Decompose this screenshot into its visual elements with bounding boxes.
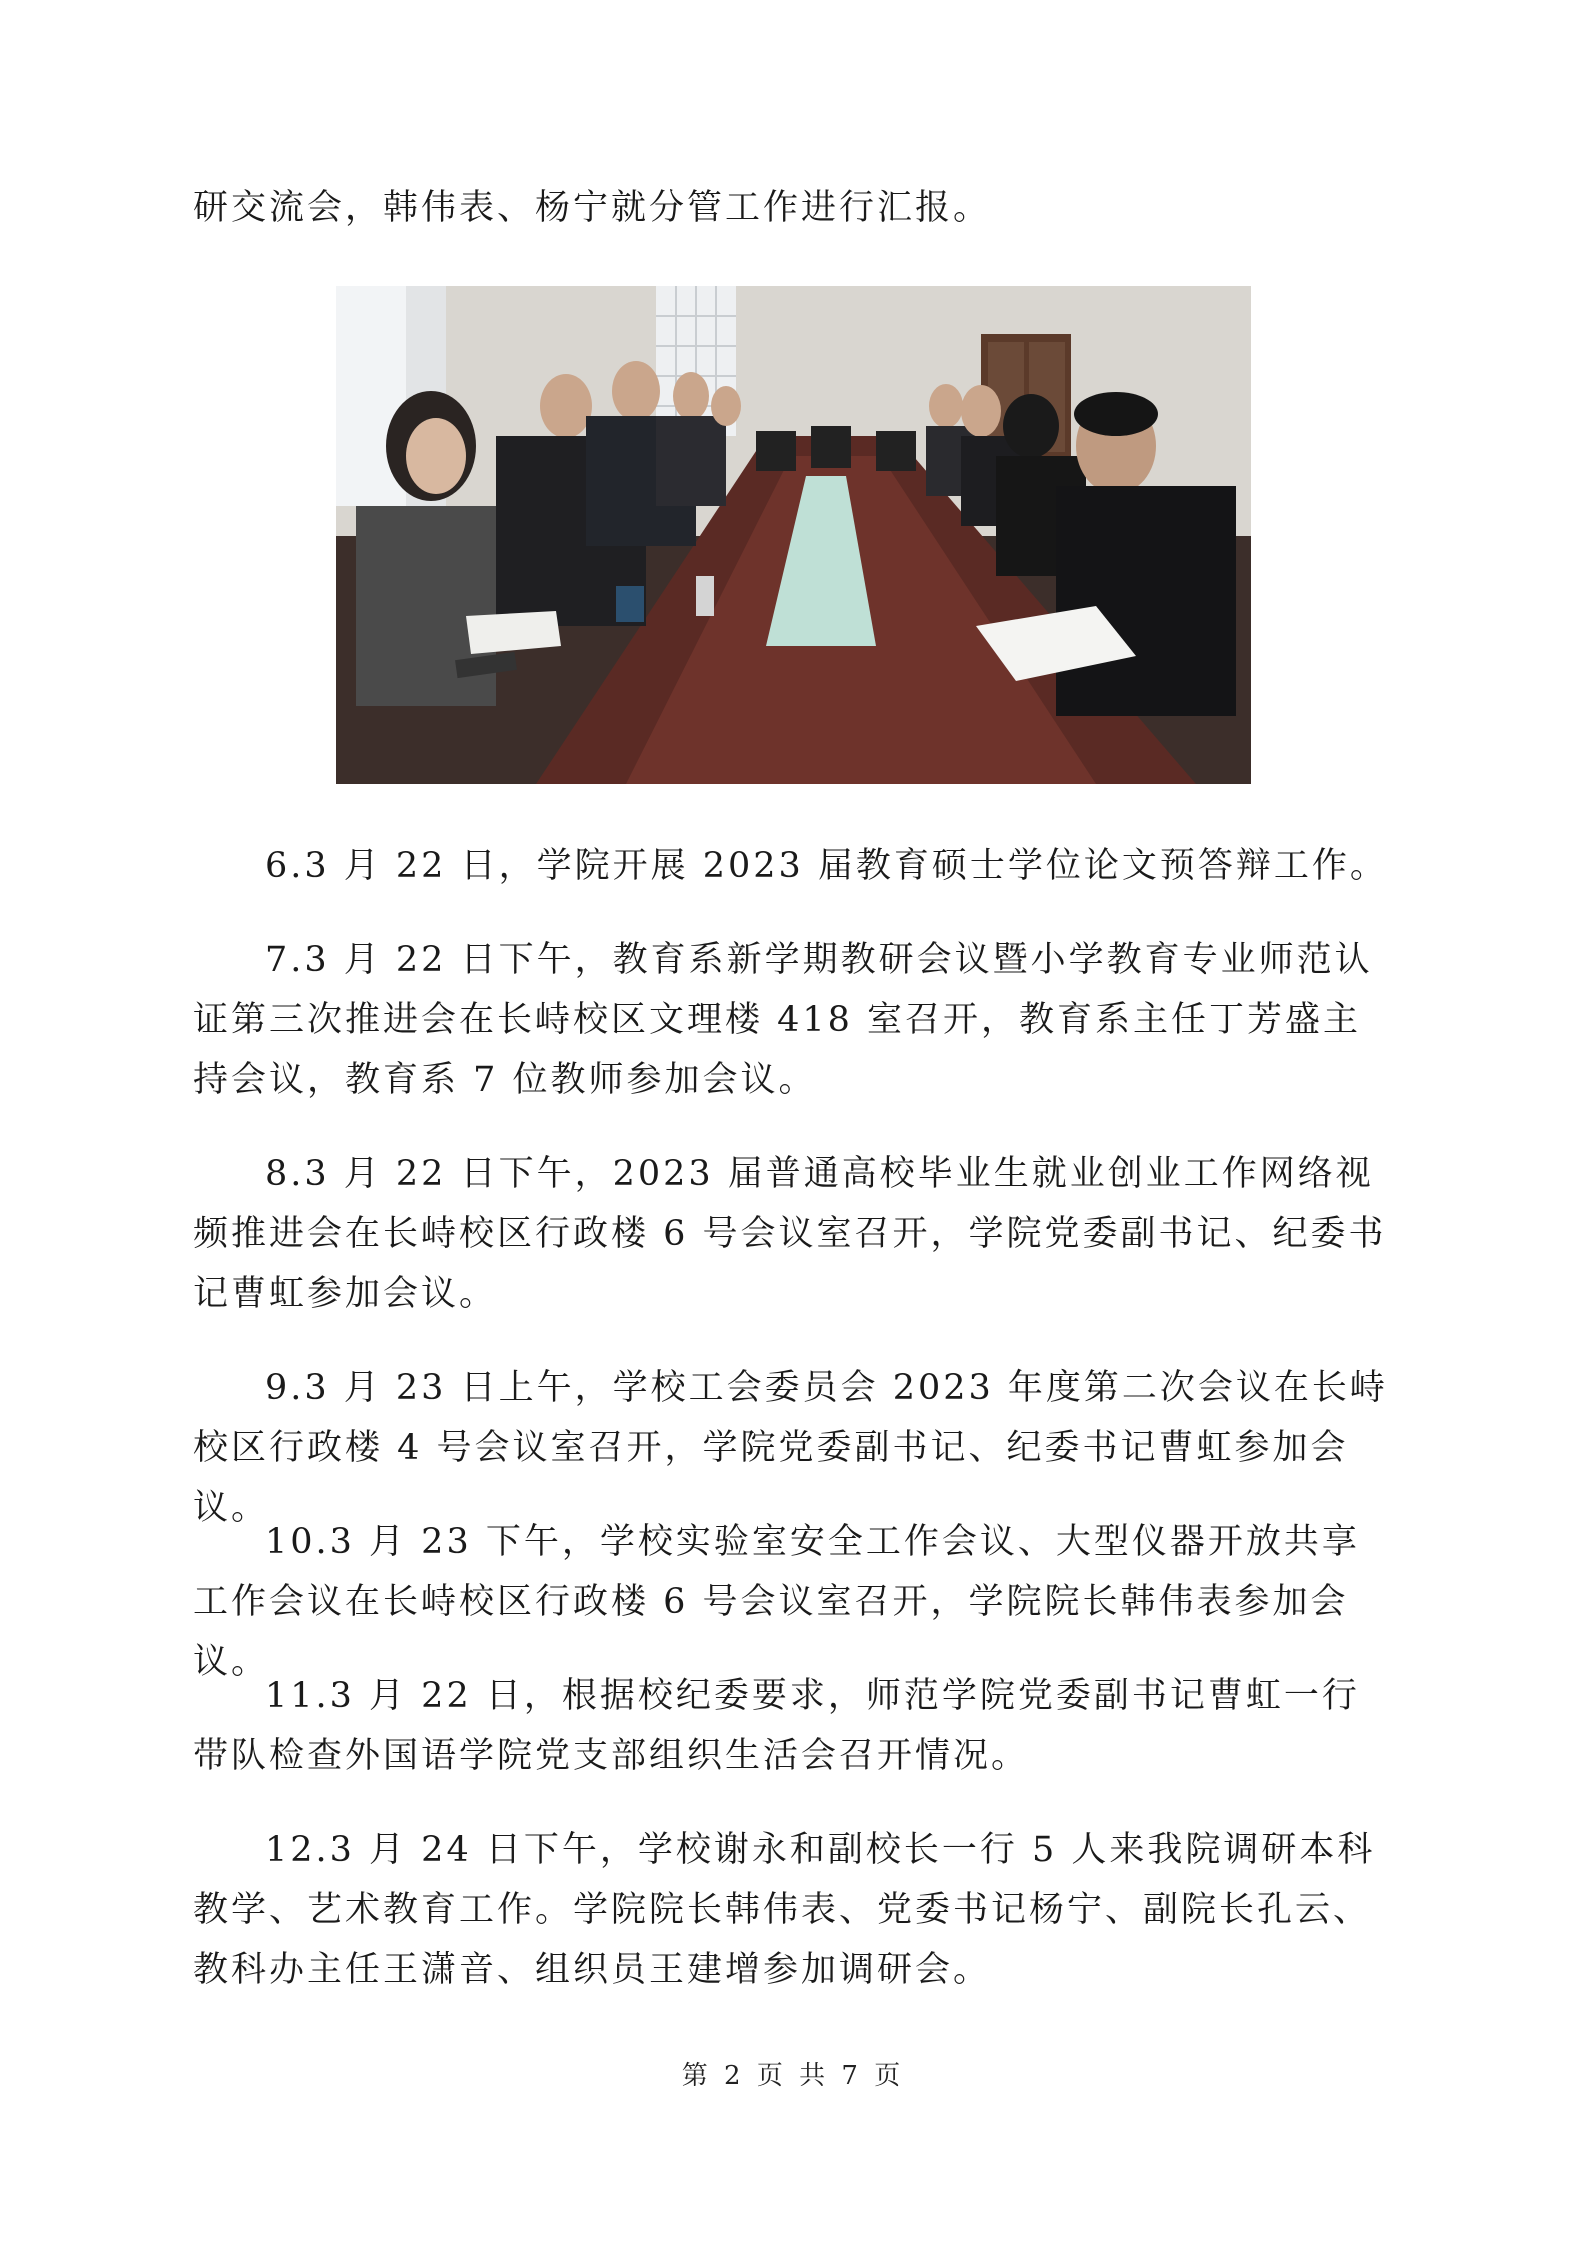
page-footer: 第 2 页 共 7 页	[681, 2061, 905, 2091]
item-11: 11.3 月 22 日，根据校纪委要求，师范学院党委副书记曹虹一行带队检查外国语学院党支部组织生活会召开情况。	[193, 1676, 1360, 1776]
item-12: 12.3 月 24 日下午，学校谢永和副校长一行 5 人来我院调研本科教学、艺术教育工作。学院院长韩伟表、党委书记杨宁、副院长孔云、教科办主任王潇音、组织员王建增参加调研会。	[193, 1830, 1376, 1990]
item-9: 9.3 月 23 日上午，学校工会委员会 2023 年度第二次会议在长峙校区行政楼 4 号会议室召开，学院党委副书记、纪委书记曹虹参加会议。	[193, 1368, 1388, 1528]
item-6: 6.3 月 22 日，学院开展 2023 届教育硕士学位论文预答辩工作。	[265, 846, 1388, 886]
meeting-photo-icon	[336, 286, 1251, 784]
item-10: 10.3 月 23 下午，学校实验室安全工作会议、大型仪器开放共享工作会议在长峙校区行政楼 6 号会议室召开，学院院长韩伟表参加会议。	[193, 1522, 1360, 1682]
item-8: 8.3 月 22 日下午，2023 届普通高校毕业生就业创业工作网络视频推进会在长峙校区行政楼 6 号会议室召开，学院党委副书记、纪委书记曹虹参加会议。	[193, 1154, 1387, 1314]
meeting-photo	[336, 286, 1251, 784]
item-7: 7.3 月 22 日下午，教育系新学期教研会议暨小学教育专业师范认证第三次推进会在长峙校区文理楼 418 室召开，教育系主任丁芳盛主持会议，教育系 7 位教师参加会议。	[193, 940, 1373, 1100]
intro-paragraph: 研交流会，韩伟表、杨宁就分管工作进行汇报。	[193, 188, 992, 228]
